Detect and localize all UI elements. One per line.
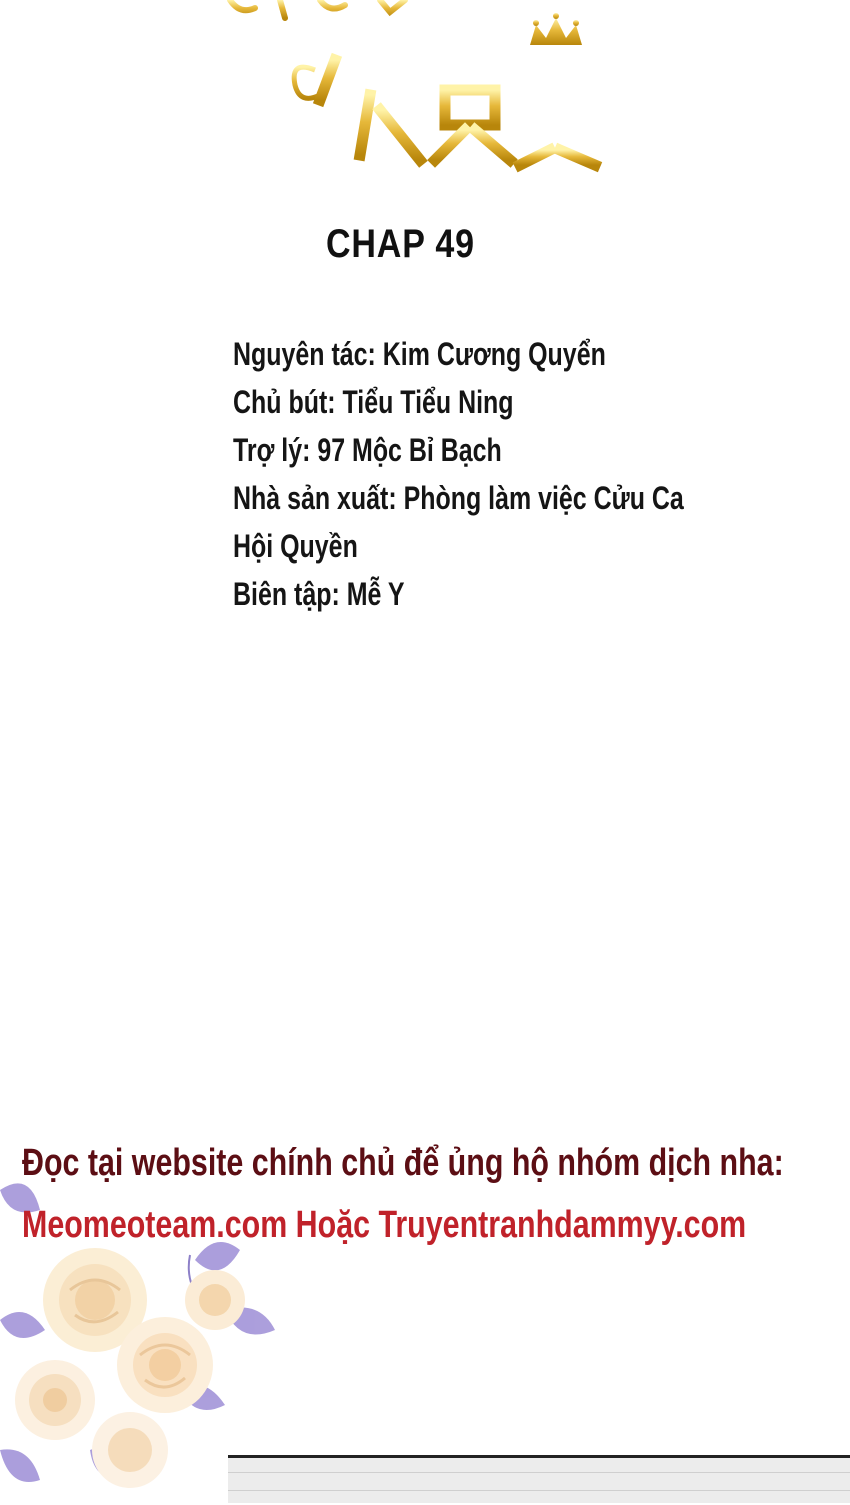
credit-producer: Nhà sản xuất: Phòng làm việc Cửu Ca — [233, 480, 684, 516]
credit-original-author: Nguyên tác: Kim Cương Quyển — [233, 336, 606, 372]
promo-link-line[interactable]: Meomeoteam.com Hoặc Truyentranhdammyy.com — [22, 1204, 747, 1246]
panel-line — [228, 1472, 850, 1473]
chapter-title: CHAP 49 — [326, 222, 475, 266]
credit-assistant: Trợ lý: 97 Mộc Bỉ Bạch — [233, 432, 502, 468]
next-panel-edge — [228, 1455, 850, 1503]
credits-block — [233, 330, 684, 618]
logo-artwork — [220, 0, 620, 175]
credit-editor: Biên tập: Mễ Y — [233, 576, 405, 612]
panel-line — [228, 1490, 850, 1491]
promo-line-1: Đọc tại website chính chủ để ủng hộ nhóm dịch nha: — [22, 1142, 784, 1184]
title-logo — [220, 0, 620, 175]
credit-lead-artist: Chủ bút: Tiểu Tiểu Ning — [233, 384, 514, 420]
promo-block — [22, 1132, 784, 1256]
crown-icon — [530, 13, 582, 45]
credit-producer-cont: Hội Quyền — [233, 528, 358, 564]
